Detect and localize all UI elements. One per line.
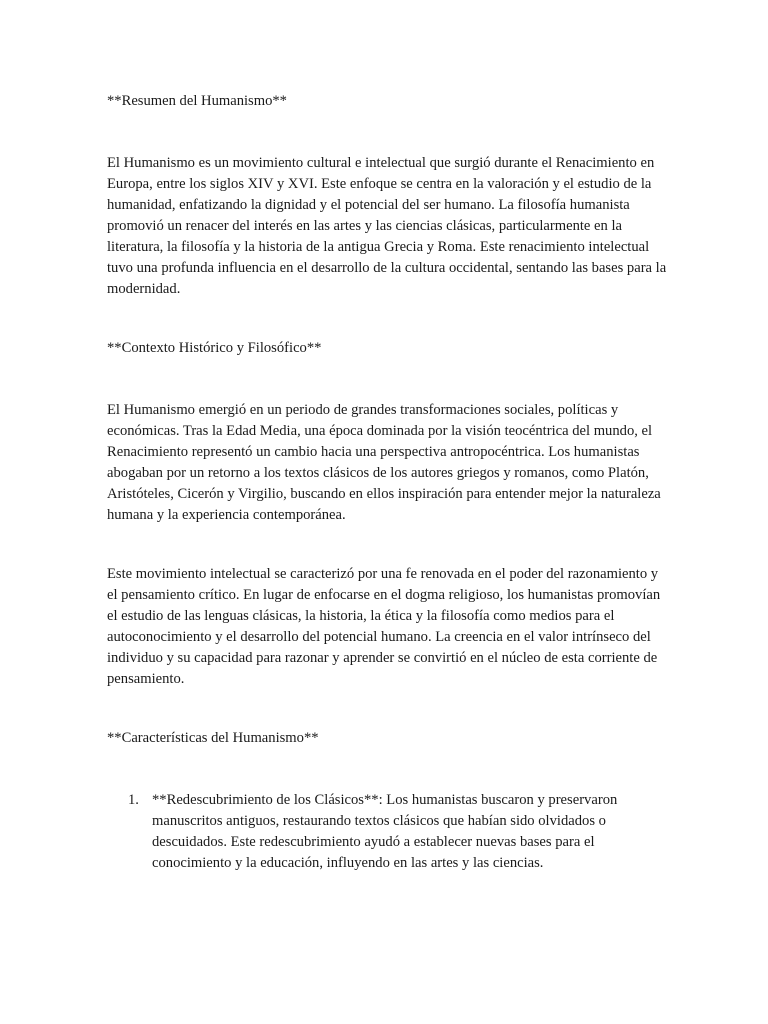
list-item-number: 1. bbox=[128, 792, 139, 808]
paragraph-resumen: El Humanismo es un movimiento cultural e intelectual que surgió durante el Renacimiento en Europa, entre los siglos XIV y XVI. Este enfoque se centra en la valoración y el estudio de la humanidad, enfatizando la dignidad y el potencial del ser humano. La filosofía humanista promovió un renacer del interés en las artes y las ciencias clásicas, particularmente en la literatura, la filosofía y la historia de la antigua Grecia y Roma. Este renacimiento intelectual tuvo una profunda influencia en el desarrollo de la cultura occidental, sentando las bases para la modernidad. bbox=[107, 155, 667, 297]
list-item-text: **Redescubrimiento de los Clásicos**: Los humanistas buscaron y preservaron manuscritos antiguos, restaurando textos clásicos que habían sido olvidados o descuidados. Este redescubrimiento ayudó a establecer nuevas bases para el conocimiento y la educación, influyendo en las artes y las ciencias. bbox=[152, 792, 618, 871]
paragraph-contexto-2: Este movimiento intelectual se caracterizó por una fe renovada en el poder del razonamiento y el pensamiento crítico. En lugar de enfocarse en el dogma religioso, los humanistas promovían el estudio de las lenguas clásicas, la historia, la ética y la filosofía como medios para el autoconocimiento y el desarrollo del potencial humano. La creencia en el valor intrínseco del individuo y su capacidad para razonar y aprender se convirtió en el núcleo de esta corriente de pensamiento. bbox=[107, 566, 661, 687]
paragraph-contexto-1: El Humanismo emergió en un periodo de grandes transformaciones sociales, políticas y económicas. Tras la Edad Media, una época dominada por la visión teocéntrica del mundo, el Renacimiento representó un cambio hacia una perspectiva antropocéntrica. Los humanistas abogaban por un retorno a los textos clásicos de los autores griegos y romanos, como Platón, Aristóteles, Cicerón y Virgilio, buscando en ellos inspiración para entender mejor la naturaleza humana y la experiencia contemporánea. bbox=[107, 402, 661, 523]
heading-resumen: **Resumen del Humanismo** bbox=[107, 93, 287, 109]
heading-caracteristicas: **Características del Humanismo** bbox=[107, 730, 319, 746]
heading-contexto: **Contexto Histórico y Filosófico** bbox=[107, 340, 322, 356]
